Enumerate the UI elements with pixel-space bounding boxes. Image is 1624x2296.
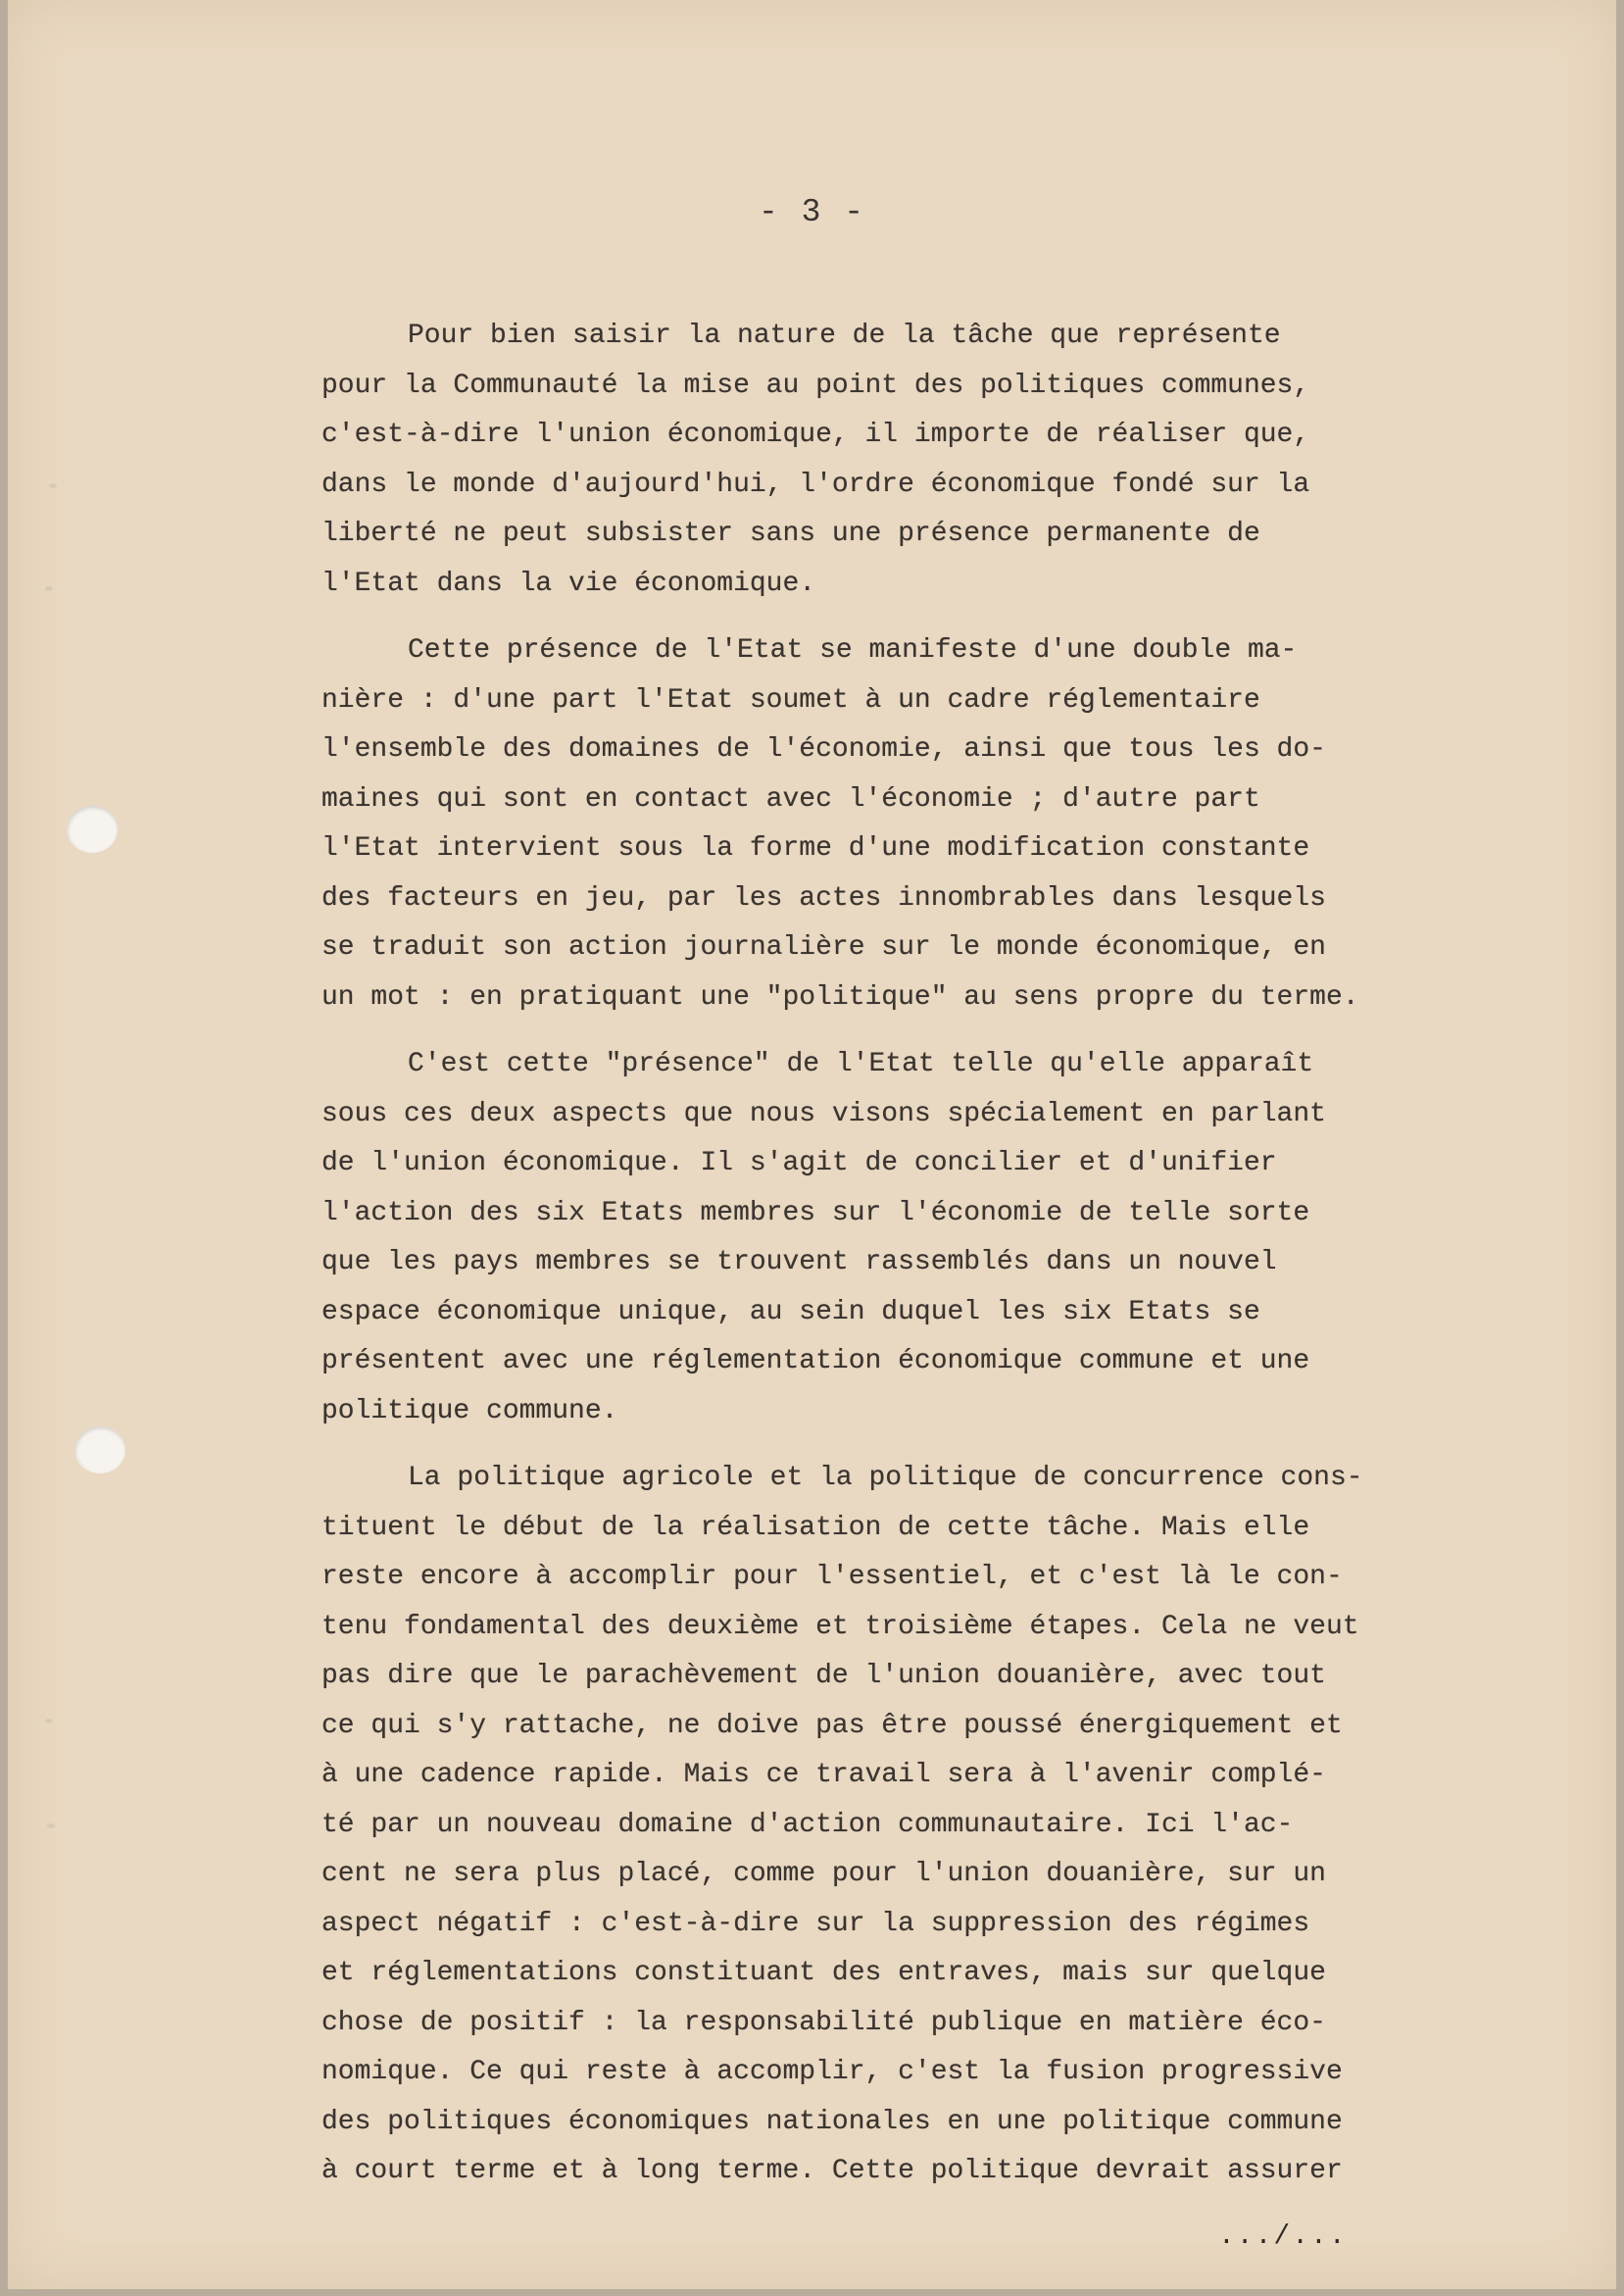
text-line: présentent avec une réglementation économique commune et une (321, 1346, 1310, 1376)
text-line: aspect négatif : c'est-à-dire sur la suppression des régimes (321, 1908, 1310, 1939)
text-line: cent ne sera plus placé, comme pour l'union douanière, sur un (321, 1859, 1326, 1889)
text-line: se traduit son action journalière sur le monde économique, en (321, 932, 1326, 963)
text-line: tituent le début de la réalisation de cette tâche. Mais elle (321, 1512, 1310, 1543)
text-line: chose de positif : la responsabilité publique en matière éco- (321, 2007, 1326, 2038)
text-line: que les pays membres se trouvent rassemblés dans un nouvel (321, 1247, 1277, 1277)
paper-speck (45, 1719, 53, 1723)
text-line: c'est-à-dire l'union économique, il importe de réaliser que, (321, 420, 1310, 450)
text-line: pour la Communauté la mise au point des politiques communes, (321, 370, 1310, 401)
paper-speck (47, 1823, 55, 1828)
text-line: espace économique unique, au sein duquel les six Etats se (321, 1296, 1260, 1327)
text-line: Cette présence de l'Etat se manifeste d'une double ma- (408, 635, 1298, 666)
text-line: à une cadence rapide. Mais ce travail sera à l'avenir complé- (321, 1760, 1326, 1790)
page-number: - 3 - (758, 194, 866, 230)
punch-hole (74, 1426, 125, 1473)
text-line: l'Etat intervient sous la forme d'une modification constante (321, 833, 1310, 864)
text-line: maines qui sont en contact avec l'économie ; d'autre part (321, 783, 1260, 815)
text-line: l'Etat dans la vie économique. (321, 568, 816, 599)
text-line: té par un nouveau domaine d'action communautaire. Ici l'ac- (321, 1809, 1294, 1840)
document-body (321, 312, 1449, 2215)
text-line: ce qui s'y rattache, ne doive pas être poussé énergiquement et (321, 1710, 1343, 1741)
paragraph-2 (321, 626, 1449, 1023)
text-line: l'ensemble des domaines de l'économie, ainsi que tous les do- (321, 734, 1326, 765)
text-line: Pour bien saisir la nature de la tâche que représente (408, 321, 1281, 351)
text-line: reste encore à accomplir pour l'essentiel, et c'est là le con- (321, 1562, 1343, 1592)
text-line: C'est cette "présence" de l'Etat telle qu'elle apparaît (408, 1049, 1314, 1079)
document-page (8, 0, 1616, 2289)
text-line: l'action des six Etats membres sur l'économie de telle sorte (321, 1197, 1310, 1228)
text-line: tenu fondamental des deuxième et troisième étapes. Cela ne veut (321, 1611, 1359, 1642)
text-line: un mot : en pratiquant une "politique" au sens propre du terme. (321, 981, 1359, 1013)
text-line: et réglementations constituant des entraves, mais sur quelque (321, 1958, 1326, 1988)
paper-speck (49, 483, 57, 488)
paragraph-3 (321, 1040, 1449, 1436)
paragraph-1 (321, 312, 1449, 609)
text-line: des facteurs en jeu, par les actes innombrables dans lesquels (321, 882, 1326, 914)
text-line: pas dire que le parachèvement de l'union douanière, avec tout (321, 1661, 1326, 1691)
text-line: dans le monde d'aujourd'hui, l'ordre économique fondé sur la (321, 469, 1310, 500)
punch-hole (67, 806, 118, 853)
text-line: liberté ne peut subsister sans une présence permanente de (321, 519, 1260, 549)
text-line: des politiques économiques nationales en une politique commune (321, 2106, 1343, 2137)
text-line: à court terme et à long terme. Cette politique devrait assurer (321, 2156, 1343, 2186)
text-line: nomique. Ce qui reste à accomplir, c'est la fusion progressive (321, 2057, 1343, 2087)
continuation-mark: .../... (1218, 2221, 1348, 2252)
text-line: de l'union économique. Il s'agit de concilier et d'unifier (321, 1148, 1277, 1178)
text-line: politique commune. (321, 1395, 618, 1426)
paper-speck (45, 586, 53, 591)
text-line: sous ces deux aspects que nous visons spécialement en parlant (321, 1098, 1326, 1129)
text-line: La politique agricole et la politique de concurrence cons- (408, 1463, 1363, 1493)
text-line: nière : d'une part l'Etat soumet à un cadre réglementaire (321, 684, 1260, 716)
paragraph-4 (321, 1454, 1449, 2197)
